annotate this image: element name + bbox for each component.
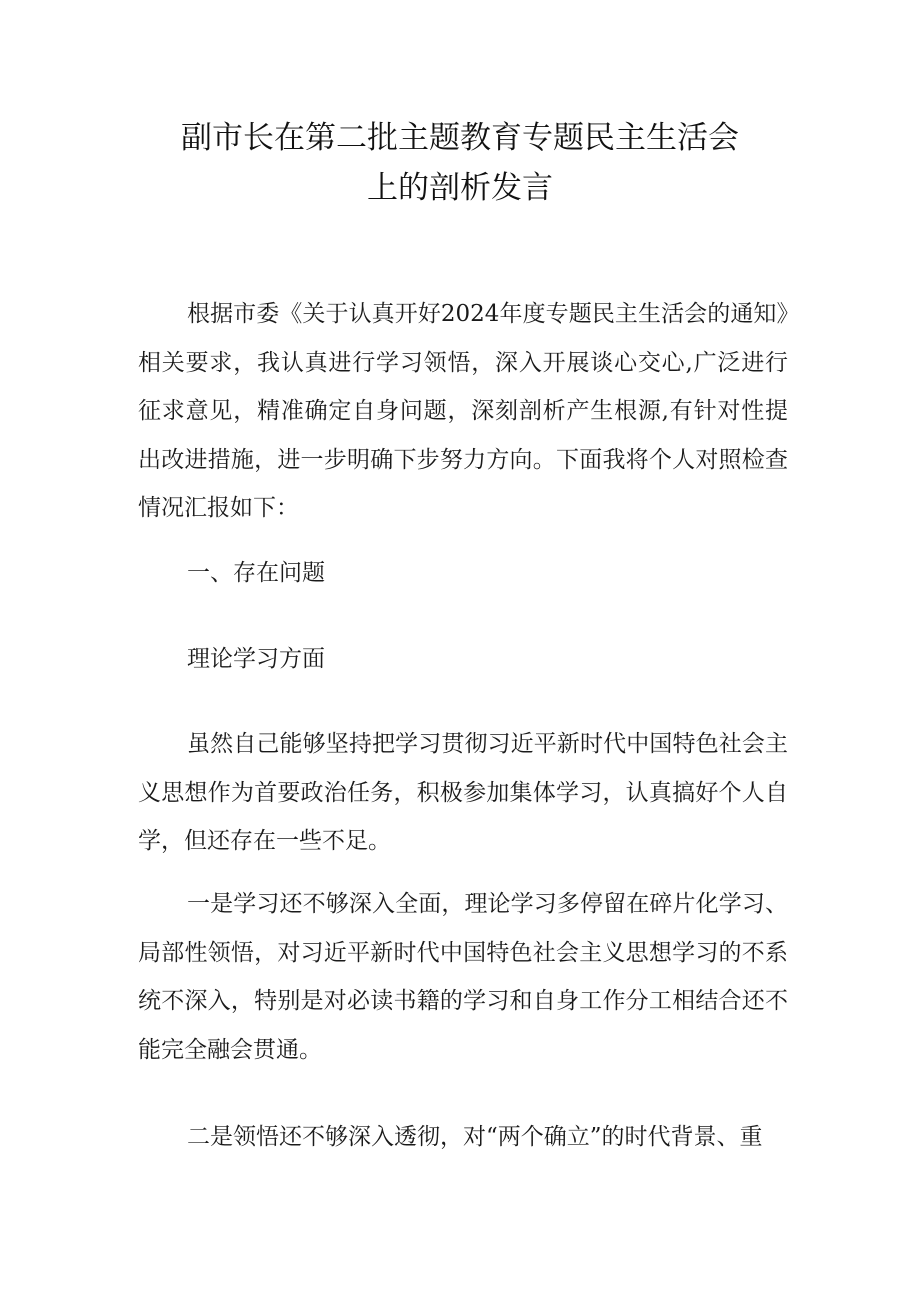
intro-paragraph: 根据市委《关于认真开好2024年度专题民主生活会的通知》相关要求，我认真进行学习领悟，深入开展谈心交心,广泛进行征求意见，精准确定自身问题，深刻剖析产生根源,有针对性提出改进措施，进一步明确下步努力方向。下面我将个人对照检查情况汇报如下： [138,301,788,521]
document-title-line-1: 副市长在第二批主题教育专题民主生活会 [181,120,739,156]
subsection-heading-theory-study: 理论学习方面 [187,646,325,672]
body-paragraph-2: 一是学习还不够深入全面，理论学习多停留在碎片化学习、局部性领悟，对习近平新时代中国特色社会主义思想学习的不系统不深入，特别是对必读书籍的学习和自身工作分工相结合还不能完全融会贯通。 [138,891,788,1063]
body-paragraph-3: 二是领悟还不够深入透彻，对“两个确立”的时代背景、重 [187,1124,763,1150]
section-heading-problems: 一、存在问题 [187,560,325,586]
body-paragraph-1: 虽然自己能够坚持把学习贯彻习近平新时代中国特色社会主义思想作为首要政治任务，积极参加集体学习，认真搞好个人自学，但还存在一些不足。 [138,731,788,854]
document-title-line-2: 上的剖析发言 [367,170,553,206]
